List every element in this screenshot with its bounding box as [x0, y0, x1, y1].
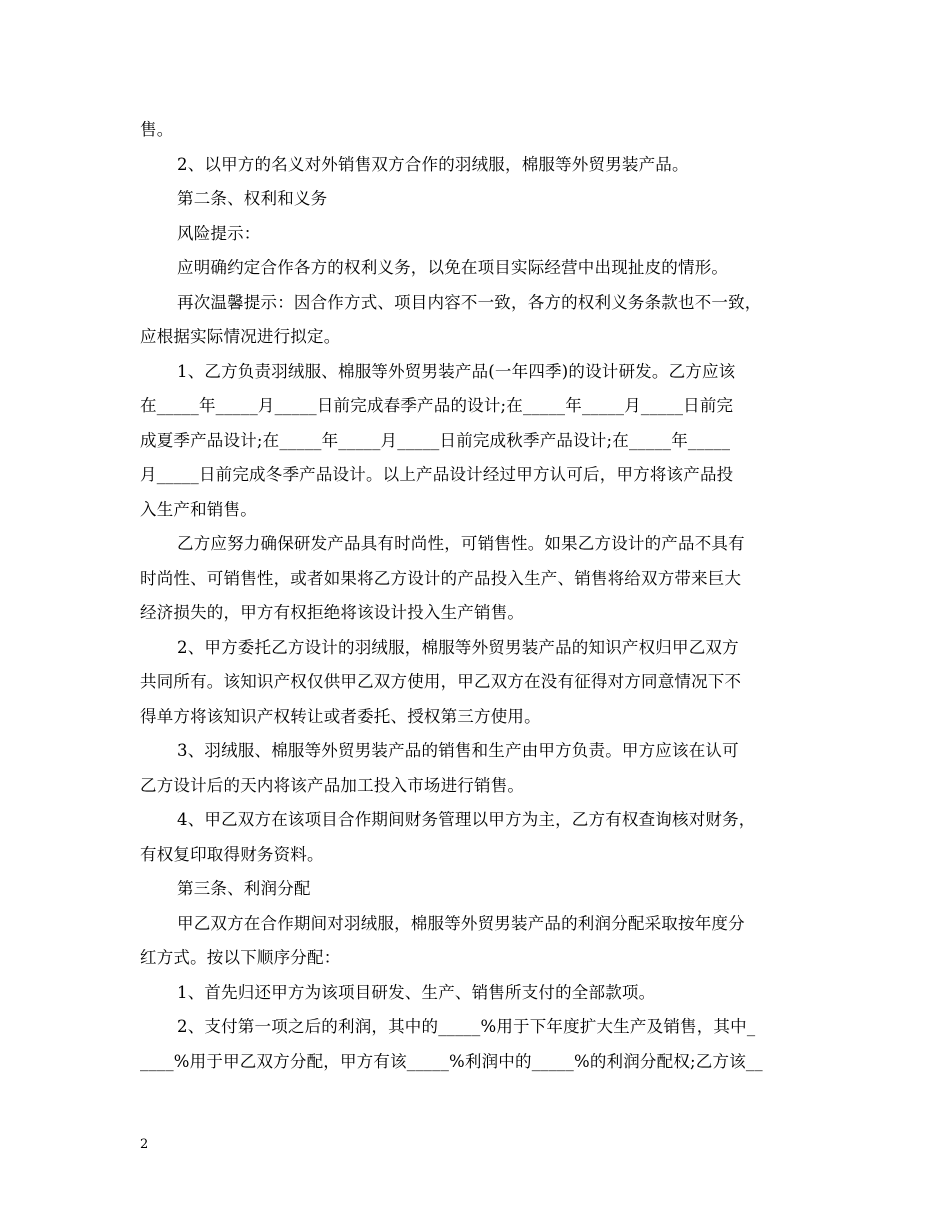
- text-line: 有权复印取得财务资料。: [140, 844, 324, 864]
- text-line: 在_____年_____月_____日前完成春季产品的设计;在_____年_____月_____日前完: [140, 396, 734, 415]
- text-line: 乙方应努力确保研发产品具有时尚性，可销售性。如果乙方设计的产品不具有: [177, 534, 745, 553]
- text-line: 1、乙方负责羽绒服、棉服等外贸男装产品(一年四季)的设计研发。乙方应该: [177, 361, 736, 381]
- text-line: 1、首先归还甲方为该项目研发、生产、销售所支付的全部款项。: [177, 982, 656, 1002]
- text-line: 第二条、权利和义务: [177, 189, 328, 208]
- text-line: 4、甲乙双方在该项目合作期间财务管理以甲方为主，乙方有权查询核对财务，: [177, 810, 756, 829]
- text-line: 共同所有。该知识产权仅供甲乙双方使用，甲乙双方在没有征得对方同意情况下不: [140, 672, 742, 691]
- text-line: 红方式。按以下顺序分配：: [140, 948, 341, 967]
- document-body: [140, 113, 812, 1079]
- text-line: 成夏季产品设计;在_____年_____月_____日前完成秋季产品设计;在_____年_____: [140, 430, 731, 450]
- text-line: 再次温馨提示：因合作方式、项目内容不一致，各方的权利义务条款也不一致，: [177, 292, 762, 312]
- text-line: 售。: [140, 120, 174, 139]
- text-line: ____%用于甲乙双方分配，甲方有该_____%利润中的_____%的利润分配权;乙方该__: [140, 1051, 763, 1071]
- text-line: 入生产和销售。: [140, 499, 257, 519]
- text-line: 风险提示：: [177, 223, 261, 243]
- page-number: 2: [140, 1137, 149, 1152]
- text-line: 月_____日前完成冬季产品设计。以上产品设计经过甲方认可后，甲方将该产品投: [140, 465, 734, 484]
- text-line: 甲乙双方在合作期间对羽绒服，棉服等外贸男装产品的利润分配采取按年度分: [177, 913, 745, 933]
- text-line: 应根据实际情况进行拟定。: [140, 327, 341, 346]
- text-line: 3、羽绒服、棉服等外贸男装产品的销售和生产由甲方负责。甲方应该在认可: [177, 741, 739, 760]
- text-line: 2、支付第一项之后的利润，其中的_____%用于下年度扩大生产及销售，其中_: [177, 1017, 756, 1036]
- text-line: 乙方设计后的天内将该产品加工投入市场进行销售。: [140, 775, 525, 795]
- text-line: 得单方将该知识产权转让或者委托、授权第三方使用。: [140, 706, 541, 726]
- text-line: 时尚性、可销售性，或者如果将乙方设计的产品投入生产、销售将给双方带来巨大: [140, 568, 742, 588]
- text-line: 应明确约定合作各方的权利义务，以免在项目实际经营中出现扯皮的情形。: [177, 258, 729, 277]
- text-line: 第三条、利润分配: [177, 879, 311, 898]
- text-line: 经济损失的，甲方有权拒绝将该设计投入生产销售。: [140, 603, 525, 622]
- text-line: 2、甲方委托乙方设计的羽绒服，棉服等外贸男装产品的知识产权归甲乙双方: [177, 637, 739, 657]
- text-line: 2、以甲方的名义对外销售双方合作的羽绒服，棉服等外贸男装产品。: [177, 154, 689, 174]
